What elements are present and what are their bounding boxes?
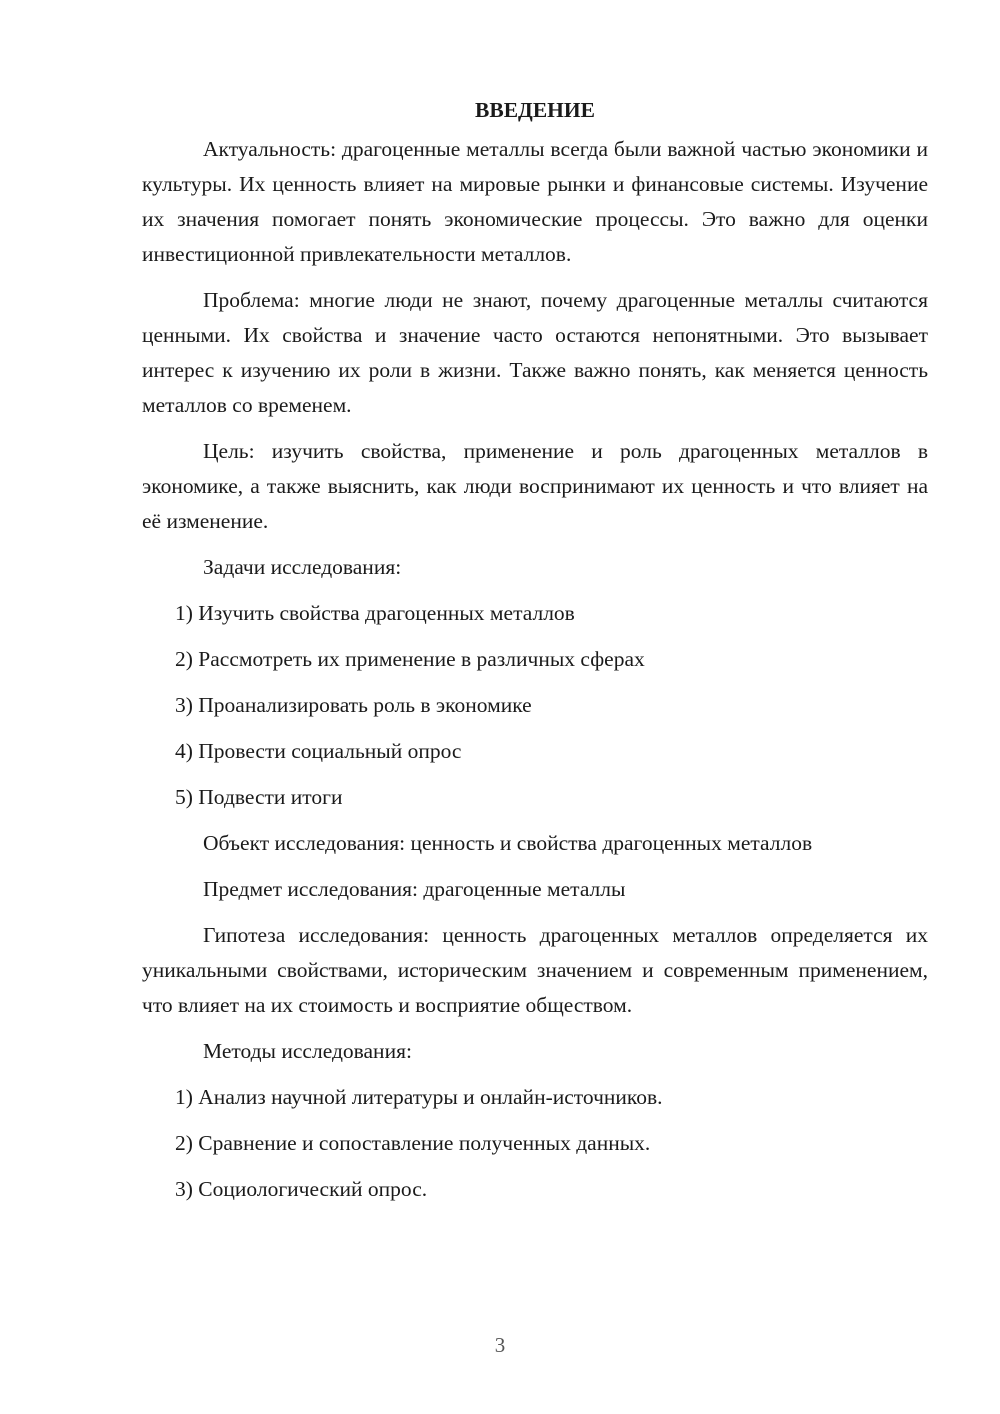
list-item: 5) Подвести итоги bbox=[175, 785, 343, 809]
tasks-list bbox=[142, 596, 928, 815]
hypothesis-paragraph: Гипотеза исследования: ценность драгоценных металлов определяется их уникальными свойствами, историческим значением и современным применением, что влияет на их стоимость и восприятие обществом. bbox=[142, 923, 928, 1017]
relevance-paragraph: Актуальность: драгоценные металлы всегда были важной частью экономики и культуры. Их ценность влияет на мировые рынки и финансовые системы. Изучение их значения помогает понять экономические процессы. Это важно для оценки инвестиционной привлекательности металлов. bbox=[142, 137, 928, 266]
goal-paragraph: Цель: изучить свойства, применение и роль драгоценных металлов в экономике, а также выяснить, как люди воспринимают их ценность и что влияет на её изменение. bbox=[142, 439, 928, 533]
problem-paragraph: Проблема: многие люди не знают, почему драгоценные металлы считаются ценными. Их свойства и значение часто остаются непонятными. Это вызывает интерес к изучению их роли в жизни. Также важно понять, как меняется ценность металлов со временем. bbox=[142, 288, 928, 417]
page-number: 3 bbox=[494, 1333, 506, 1357]
methods-list bbox=[142, 1080, 928, 1207]
list-item: 1) Анализ научной литературы и онлайн-источников. bbox=[175, 1085, 663, 1109]
list-item: 3) Социологический опрос. bbox=[175, 1177, 428, 1201]
list-item: 1) Изучить свойства драгоценных металлов bbox=[175, 601, 575, 625]
research-subject: Предмет исследования: драгоценные металлы bbox=[203, 877, 626, 901]
section-title: ВВЕДЕНИЕ bbox=[475, 98, 595, 122]
list-item: 2) Сравнение и сопоставление полученных данных. bbox=[175, 1131, 651, 1155]
document-page bbox=[142, 93, 928, 1218]
research-object: Объект исследования: ценность и свойства драгоценных металлов bbox=[203, 831, 813, 855]
list-item: 2) Рассмотреть их применение в различных сферах bbox=[175, 647, 645, 671]
methods-heading: Методы исследования: bbox=[203, 1039, 412, 1063]
tasks-heading: Задачи исследования: bbox=[203, 555, 402, 579]
list-item: 4) Провести социальный опрос bbox=[175, 739, 462, 763]
list-item: 3) Проанализировать роль в экономике bbox=[175, 693, 532, 717]
